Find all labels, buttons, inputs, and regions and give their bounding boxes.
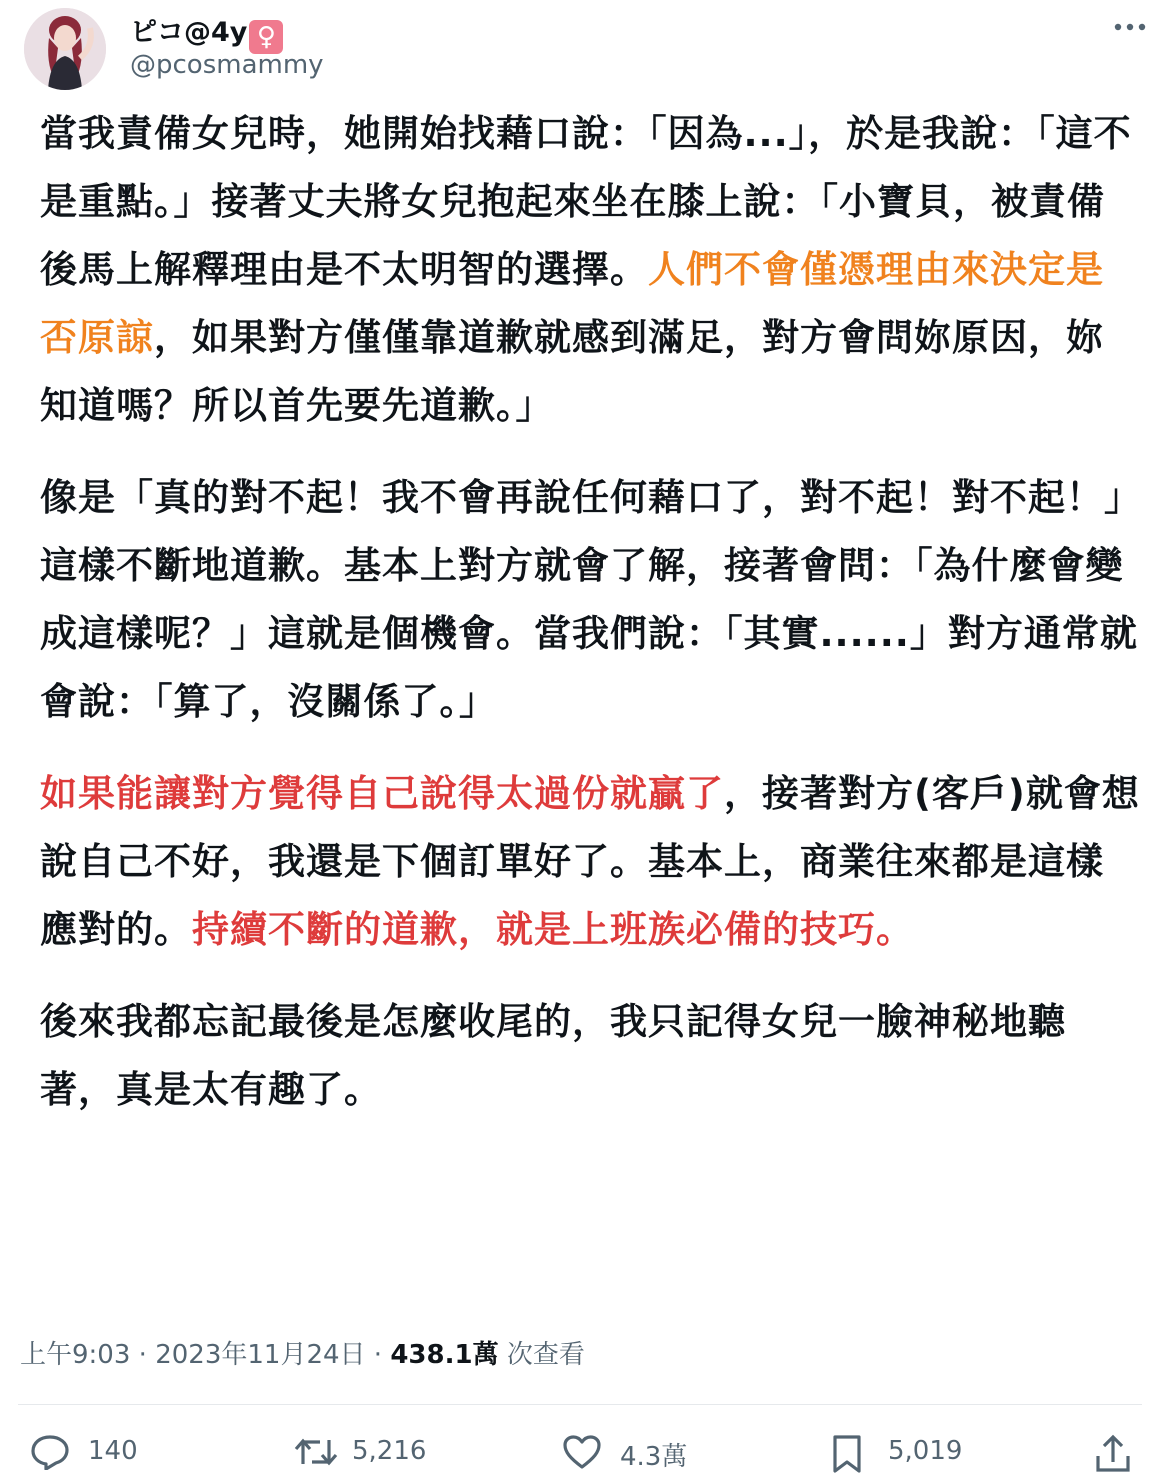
text-segment: 後來我都忘記最後是怎麼收尾的，我只記得女兒一臉神秘地聽著，真是太有趣了。	[40, 1000, 1066, 1111]
views-count: 438.1萬	[390, 1340, 499, 1370]
divider	[18, 1404, 1142, 1405]
tweet-text	[40, 100, 1140, 1148]
share-icon	[1094, 1434, 1132, 1474]
female-sign-icon: ♀	[249, 20, 283, 54]
reply-icon	[30, 1434, 70, 1470]
tweet-meta	[20, 1334, 585, 1371]
tweet-paragraph	[40, 988, 1140, 1124]
tweet-time[interactable]: 上午9:03	[20, 1340, 131, 1370]
like-icon	[562, 1434, 602, 1470]
retweet-count: 5,216	[352, 1436, 427, 1466]
tweet-paragraph	[40, 760, 1140, 964]
action-bar	[0, 1412, 1170, 1472]
highlighted-text: 如果能讓對方覺得自己說得太過份就贏了	[40, 772, 724, 815]
bookmark-count: 5,019	[888, 1436, 963, 1466]
more-icon[interactable]	[1112, 12, 1148, 42]
text-segment: ，接著對方(客戶)就會想說自己不好，我還是下個訂單好了。基本上，商業往來都是這樣應對的。	[40, 772, 1140, 951]
highlighted-text: 人們不會僅憑理由來決定是否原諒	[40, 248, 1104, 359]
meta-separator: ·	[373, 1340, 383, 1370]
avatar-illustration	[24, 8, 106, 90]
views-label: 次查看	[506, 1340, 585, 1370]
text-segment: 當我責備女兒時，她開始找藉口說：「因為...」，於是我說：「這不是重點。」接著丈夫將女兒抱起來坐在膝上說：「小寶貝，被責備後馬上解釋理由是不太明智的選擇。	[40, 112, 1132, 291]
display-name-text: ピコ@4y	[130, 17, 248, 48]
text-segment: 像是「真的對不起！我不會再說任何藉口了，對不起！對不起！」這樣不斷地道歉。基本上對方就會了解，接著會問：「為什麼會變成這樣呢？」這就是個機會。當我們說：「其實......」對方通常就會說：「算了，沒關係了。」	[40, 476, 1138, 723]
tweet-paragraph	[40, 100, 1140, 440]
highlighted-text: 持續不斷的道歉，就是上班族必備的技巧。	[192, 908, 914, 951]
text-segment: ，如果對方僅僅靠道歉就感到滿足，對方會問妳原因，妳知道嗎？所以首先要先道歉。」	[40, 316, 1104, 427]
like-count: 4.3萬	[620, 1442, 688, 1472]
meta-separator: ·	[138, 1340, 147, 1370]
retweet-icon	[294, 1434, 338, 1470]
avatar[interactable]	[24, 8, 106, 90]
tweet-paragraph	[40, 464, 1140, 736]
author-display-name[interactable]	[130, 10, 283, 54]
tweet-header	[0, 0, 1170, 100]
bookmark-icon	[830, 1434, 864, 1474]
reply-count: 140	[88, 1436, 138, 1466]
author-handle[interactable]: @pcosmammy	[130, 50, 324, 80]
tweet-date[interactable]: 2023年11月24日	[155, 1340, 366, 1370]
